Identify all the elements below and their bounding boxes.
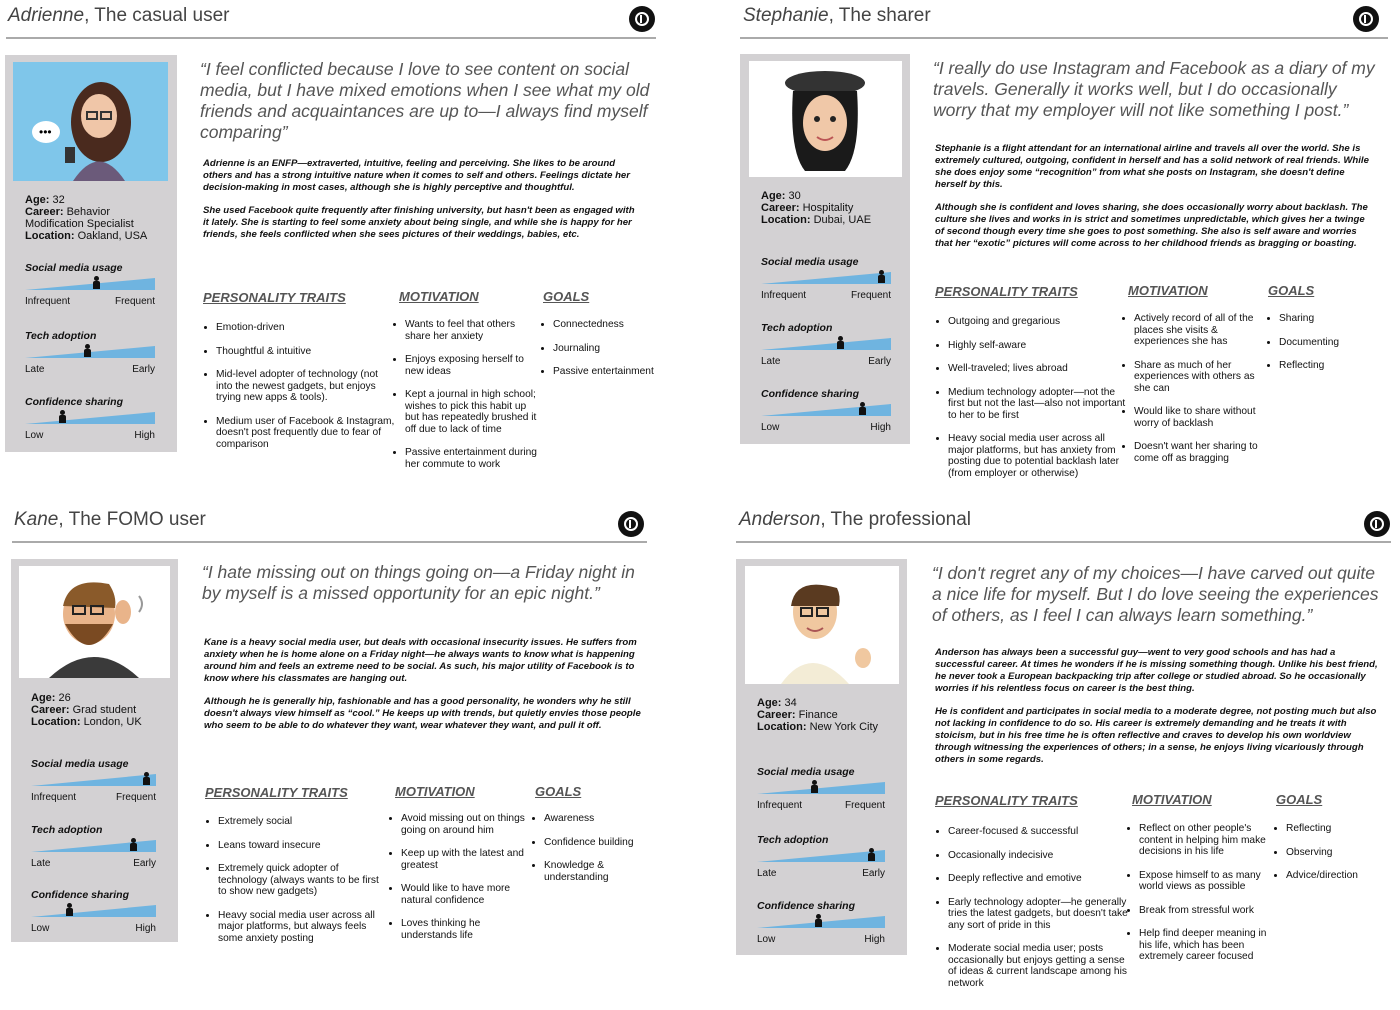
persona-title (739, 509, 971, 531)
traits-list (936, 826, 1128, 1001)
list-item: • Journaling (553, 343, 688, 355)
metric-label: Tech adoption (31, 824, 103, 836)
list-item: • Sharing (1279, 313, 1399, 325)
metric-low-label: Infrequent (25, 296, 71, 307)
persona-quote: “I feel conflicted because I love to see content on social media, but I have mixed emotions when I see what my old friends and acquaintances are up to—I always find myself comparing” (200, 59, 650, 142)
svg-text:•••: ••• (39, 125, 52, 139)
list-item: • Help find deeper meaning in his life, which has been extremely career focused (1139, 928, 1274, 963)
metric-high-label: High (134, 430, 155, 441)
age-value: 32 (52, 194, 65, 206)
list-item: • Kept a journal in high school; wishes to pick this habit up but has repeatedly brushed it off due to lack of time (405, 389, 540, 435)
metric-label: Confidence sharing (31, 889, 130, 901)
persona-name: Adrienne (8, 5, 85, 26)
career-value: Grad student (72, 704, 137, 716)
career-label: Career: (25, 206, 64, 218)
list-item: • Advice/direction (1286, 870, 1400, 882)
bio-paragraph: Kane is a heavy social media user, but deals with occasional insecurity issues. He suffers from anxiety when he is home alone on a Friday night—he always wants to know what is happening around him and feels an extreme need to be social. As such, his major utility of Facebook is to know where his classmates are hanging out. (204, 637, 637, 684)
metric-high-label: High (135, 923, 156, 934)
motivation-list (1127, 823, 1274, 975)
list-item: • Moderate social media user; posts occasionally but enjoys getting a sense of ideas & current landscape among his network (948, 943, 1128, 989)
career-value: Hospitality (802, 202, 854, 214)
list-item: • Observing (1286, 847, 1400, 859)
metric-high-label: Early (862, 868, 885, 879)
location-value: Oakland, USA (77, 230, 148, 242)
metric-label: Social media usage (757, 766, 855, 778)
bio-paragraph: Although she is confident and loves sharing, she does occasionally worry about backlash. The culture she lives and works in is strict and sometimes unpredictable, which gives her a twinge of second though every time she goes to post something. She also is self aware and worries that her “exotic” pictures will come across to her childhood friends as bragging or boasting. (935, 202, 1368, 249)
person-marker-icon (815, 914, 822, 927)
career-label: Career: (757, 709, 796, 721)
metric-label: Social media usage (31, 758, 129, 770)
motivation-heading: MOTIVATION (399, 289, 479, 304)
goals-heading: GOALS (1268, 283, 1315, 298)
persona-role: , The casual user (84, 5, 230, 26)
metric-label: Tech adoption (761, 322, 833, 334)
age-value: 34 (784, 697, 797, 709)
list-item: • Heavy social media user across all major platforms, but has anxiety from posting due to potential backlash later (from employer or otherwise) (948, 433, 1126, 479)
location-value: London, UK (83, 716, 142, 728)
list-item: • Emotion-driven (216, 322, 396, 334)
metric-label: Social media usage (761, 256, 859, 268)
bio-paragraph: She used Facebook quite frequently after finishing university, but hasn't been as engaged with it lately. She is starting to feel some anxiety about being single, and while she is happy for her friends, she feels conflicted when she sees pictures of their weddings, babies, etc. (203, 205, 635, 240)
metric-high-label: High (864, 934, 885, 945)
metric-low-label: Low (31, 923, 50, 934)
id-logo-icon (1364, 511, 1390, 537)
list-item: • Outgoing and gregarious (948, 316, 1126, 328)
metric-label: Confidence sharing (761, 388, 860, 400)
list-item: • Reflecting (1279, 360, 1399, 372)
list-item: • Medium technology adopter—not the first but not the last—also not important to her to be first (948, 387, 1126, 422)
career-value: Behavior Modification Specialist (25, 206, 134, 230)
list-item: • Expose himself to as many world views as possible (1139, 870, 1274, 893)
persona-name: Kane (14, 509, 59, 530)
list-item: • Reflect on other people's content in helping him make decisions in his life (1139, 823, 1274, 858)
goals-heading: GOALS (1276, 792, 1323, 807)
goals-heading: GOALS (535, 784, 582, 799)
list-item: • Highly self-aware (948, 340, 1126, 352)
age-label: Age: (31, 692, 56, 704)
metric-high-label: Early (868, 356, 891, 367)
metric-low-label: Late (25, 364, 45, 375)
metric-confidence-sharing (757, 900, 885, 946)
list-item: • Would like to share without worry of backlash (1134, 406, 1269, 429)
metric-label: Confidence sharing (25, 396, 124, 408)
metric-social-media-usage (757, 766, 885, 812)
age-value: 26 (58, 692, 71, 704)
persona-role: , The professional (820, 509, 972, 530)
career-label: Career: (31, 704, 70, 716)
list-item: • Deeply reflective and emotive (948, 873, 1128, 885)
persona-stats (757, 697, 902, 733)
metric-high-label: High (870, 422, 891, 433)
metric-low-label: Low (757, 934, 776, 945)
list-item: • Early technology adopter—he generally tries the latest gadgets, but doesn't take any sort of pride in this (948, 897, 1128, 932)
list-item: • Awareness (544, 813, 669, 825)
motivation-heading: MOTIVATION (1128, 283, 1208, 298)
metric-low-label: Low (25, 430, 44, 441)
metric-label: Tech adoption (25, 330, 97, 342)
list-item: • Loves thinking he understands life (401, 918, 531, 941)
persona-bio (935, 647, 1385, 777)
list-item: • Actively record of all of the places she visits & experiences she has (1134, 313, 1269, 348)
metric-low-label: Late (757, 868, 777, 879)
metric-tech-adoption (757, 834, 885, 880)
traits-heading: PERSONALITY TRAITS (203, 290, 346, 305)
traits-heading: PERSONALITY TRAITS (205, 785, 348, 800)
metric-bar (757, 782, 885, 794)
metric-high-label: Frequent (115, 792, 156, 803)
metric-low-label: Infrequent (761, 290, 807, 301)
list-item: • Knowledge & understanding (544, 860, 669, 883)
list-item: • Extremely quick adopter of technology (always wants to be first to show new gadgets) (218, 863, 388, 898)
persona-quote: “I don't regret any of my choices—I have carved out quite a nice life for myself. But I do love seeing the experiences of others, as I feel I can always learn something.” (932, 563, 1379, 625)
bio-paragraph: Although he is generally hip, fashionable and has a good personality, he wonders why he still doesn't always view himself as “cool.” He keeps up with trends, but quietly envies those people who seem to be able to do whatever they want, wear whatever they want, and pull it off. (204, 696, 641, 731)
persona-name: Anderson (739, 509, 821, 530)
career-label: Career: (761, 202, 800, 214)
list-item: • Documenting (1279, 337, 1399, 349)
location-value: Dubai, UAE (813, 214, 872, 226)
metric-low-label: Infrequent (757, 800, 803, 811)
metric-low-label: Low (761, 422, 780, 433)
list-item: • Career-focused & successful (948, 826, 1128, 838)
person-marker-icon (868, 848, 875, 861)
list-item: • Medium user of Facebook & Instagram, doesn't post frequently due to fear of comparison (216, 416, 396, 451)
bio-paragraph: Adrienne is an ENFP—extraverted, intuitive, feeling and perceiving. She likes to be around others and has a strong intuitive nature when it comes to self and others. Feelings dictate her decision-making in most cases, although she is highly perceptive and thoughtful. (203, 158, 631, 193)
title-divider (736, 541, 1391, 543)
bio-paragraph: Anderson has always been a successful guy—went to very good schools and has had a successful career. At times he wonders if he is missing something though. Unlike his best friend, he never took a European backpacking trip after college or studied abroad. So he occasionally worries if his relentless focus on career is the best thing. (935, 647, 1378, 694)
goals-list (1274, 823, 1400, 894)
list-item: • Keep up with the latest and greatest (401, 848, 531, 871)
traits-heading: PERSONALITY TRAITS (935, 793, 1078, 808)
persona-role: , The FOMO user (58, 509, 206, 530)
location-label: Location: (25, 230, 75, 242)
list-item: • Thoughtful & intuitive (216, 346, 396, 358)
career-value: Finance (798, 709, 838, 721)
metric-low-label: Late (761, 356, 781, 367)
bio-paragraph: He is confident and participates in social media to a moderate degree, not posting much but also not lacking in confidence to do so. His career is extremely demanding and he treats it with stoicism, but in his free time he is often reflective and craves to develop his own worldview through witnessing the experiences of others; in a sense, he enjoys living vicariously through others in some regards. (935, 706, 1377, 765)
list-item: • Enjoys exposing herself to new ideas (405, 354, 540, 377)
traits-heading: PERSONALITY TRAITS (935, 284, 1078, 299)
location-label: Location: (31, 716, 81, 728)
persona-quote: “I hate missing out on things going on—a Friday night in by myself is a missed opportunity for an epic night.” (202, 562, 635, 603)
motivation-heading: MOTIVATION (1132, 792, 1212, 807)
avatar (745, 566, 899, 684)
metric-bar (757, 850, 885, 862)
list-item: • Extremely social (218, 816, 388, 828)
location-label: Location: (757, 721, 807, 733)
list-item: • Confidence building (544, 837, 669, 849)
persona-name: Stephanie (743, 5, 829, 26)
metric-high-label: Frequent (850, 290, 891, 301)
metric-low-label: Infrequent (31, 792, 77, 803)
list-item: • Would like to have more natural confidence (401, 883, 531, 906)
bio-paragraph: Stephanie is a flight attendant for an international airline and travels all over the world. She is extremely cultured, outgoing, confident in herself and has a solid network of real friends. While she does enjoy some “recognition” from what she posts on Instagram, she doesn't define herself by this. (935, 143, 1369, 190)
goals-heading: GOALS (543, 289, 590, 304)
location-value: New York City (809, 721, 879, 733)
list-item: • Reflecting (1286, 823, 1400, 835)
metric-label: Confidence sharing (757, 900, 856, 912)
metric-high-label: Early (133, 858, 156, 869)
metric-high-label: Frequent (114, 296, 155, 307)
location-label: Location: (761, 214, 811, 226)
list-item: • Connectedness (553, 319, 688, 331)
persona-quote: “I really do use Instagram and Facebook as a diary of my travels. Generally it works well, but I do occasionally worry that my employer will not like something I post.” (933, 58, 1375, 120)
persona-role: , The sharer (828, 5, 931, 26)
list-item: • Share as much of her experiences with others as she can (1134, 360, 1269, 395)
metric-high-label: Early (132, 364, 155, 375)
motivation-heading: MOTIVATION (395, 784, 475, 799)
list-item: • Well-traveled; lives abroad (948, 363, 1126, 375)
metric-label: Tech adoption (757, 834, 829, 846)
metric-label: Social media usage (25, 262, 123, 274)
list-item: • Heavy social media user across all major platforms, but always feels some anxiety posting (218, 910, 388, 945)
age-value: 30 (788, 190, 801, 202)
list-item: • Break from stressful work (1139, 905, 1274, 917)
list-item: • Passive entertainment (553, 366, 688, 378)
list-item: • Mid-level adopter of technology (not into the newest gadgets, but enjoys trying new apps & tools). (216, 369, 396, 404)
list-item: • Leans toward insecure (218, 840, 388, 852)
age-label: Age: (757, 697, 782, 709)
list-item: • Doesn't want her sharing to come off as bragging (1134, 441, 1269, 464)
list-item: • Avoid missing out on things going on around him (401, 813, 531, 836)
age-label: Age: (761, 190, 786, 202)
list-item: • Passive entertainment during her commute to work (405, 447, 540, 470)
person-marker-icon (811, 780, 818, 793)
metric-low-label: Late (31, 858, 51, 869)
list-item: • Wants to feel that others share her anxiety (405, 319, 540, 342)
age-label: Age: (25, 194, 50, 206)
list-item: • Occasionally indecisive (948, 850, 1128, 862)
metric-high-label: Frequent (844, 800, 885, 811)
